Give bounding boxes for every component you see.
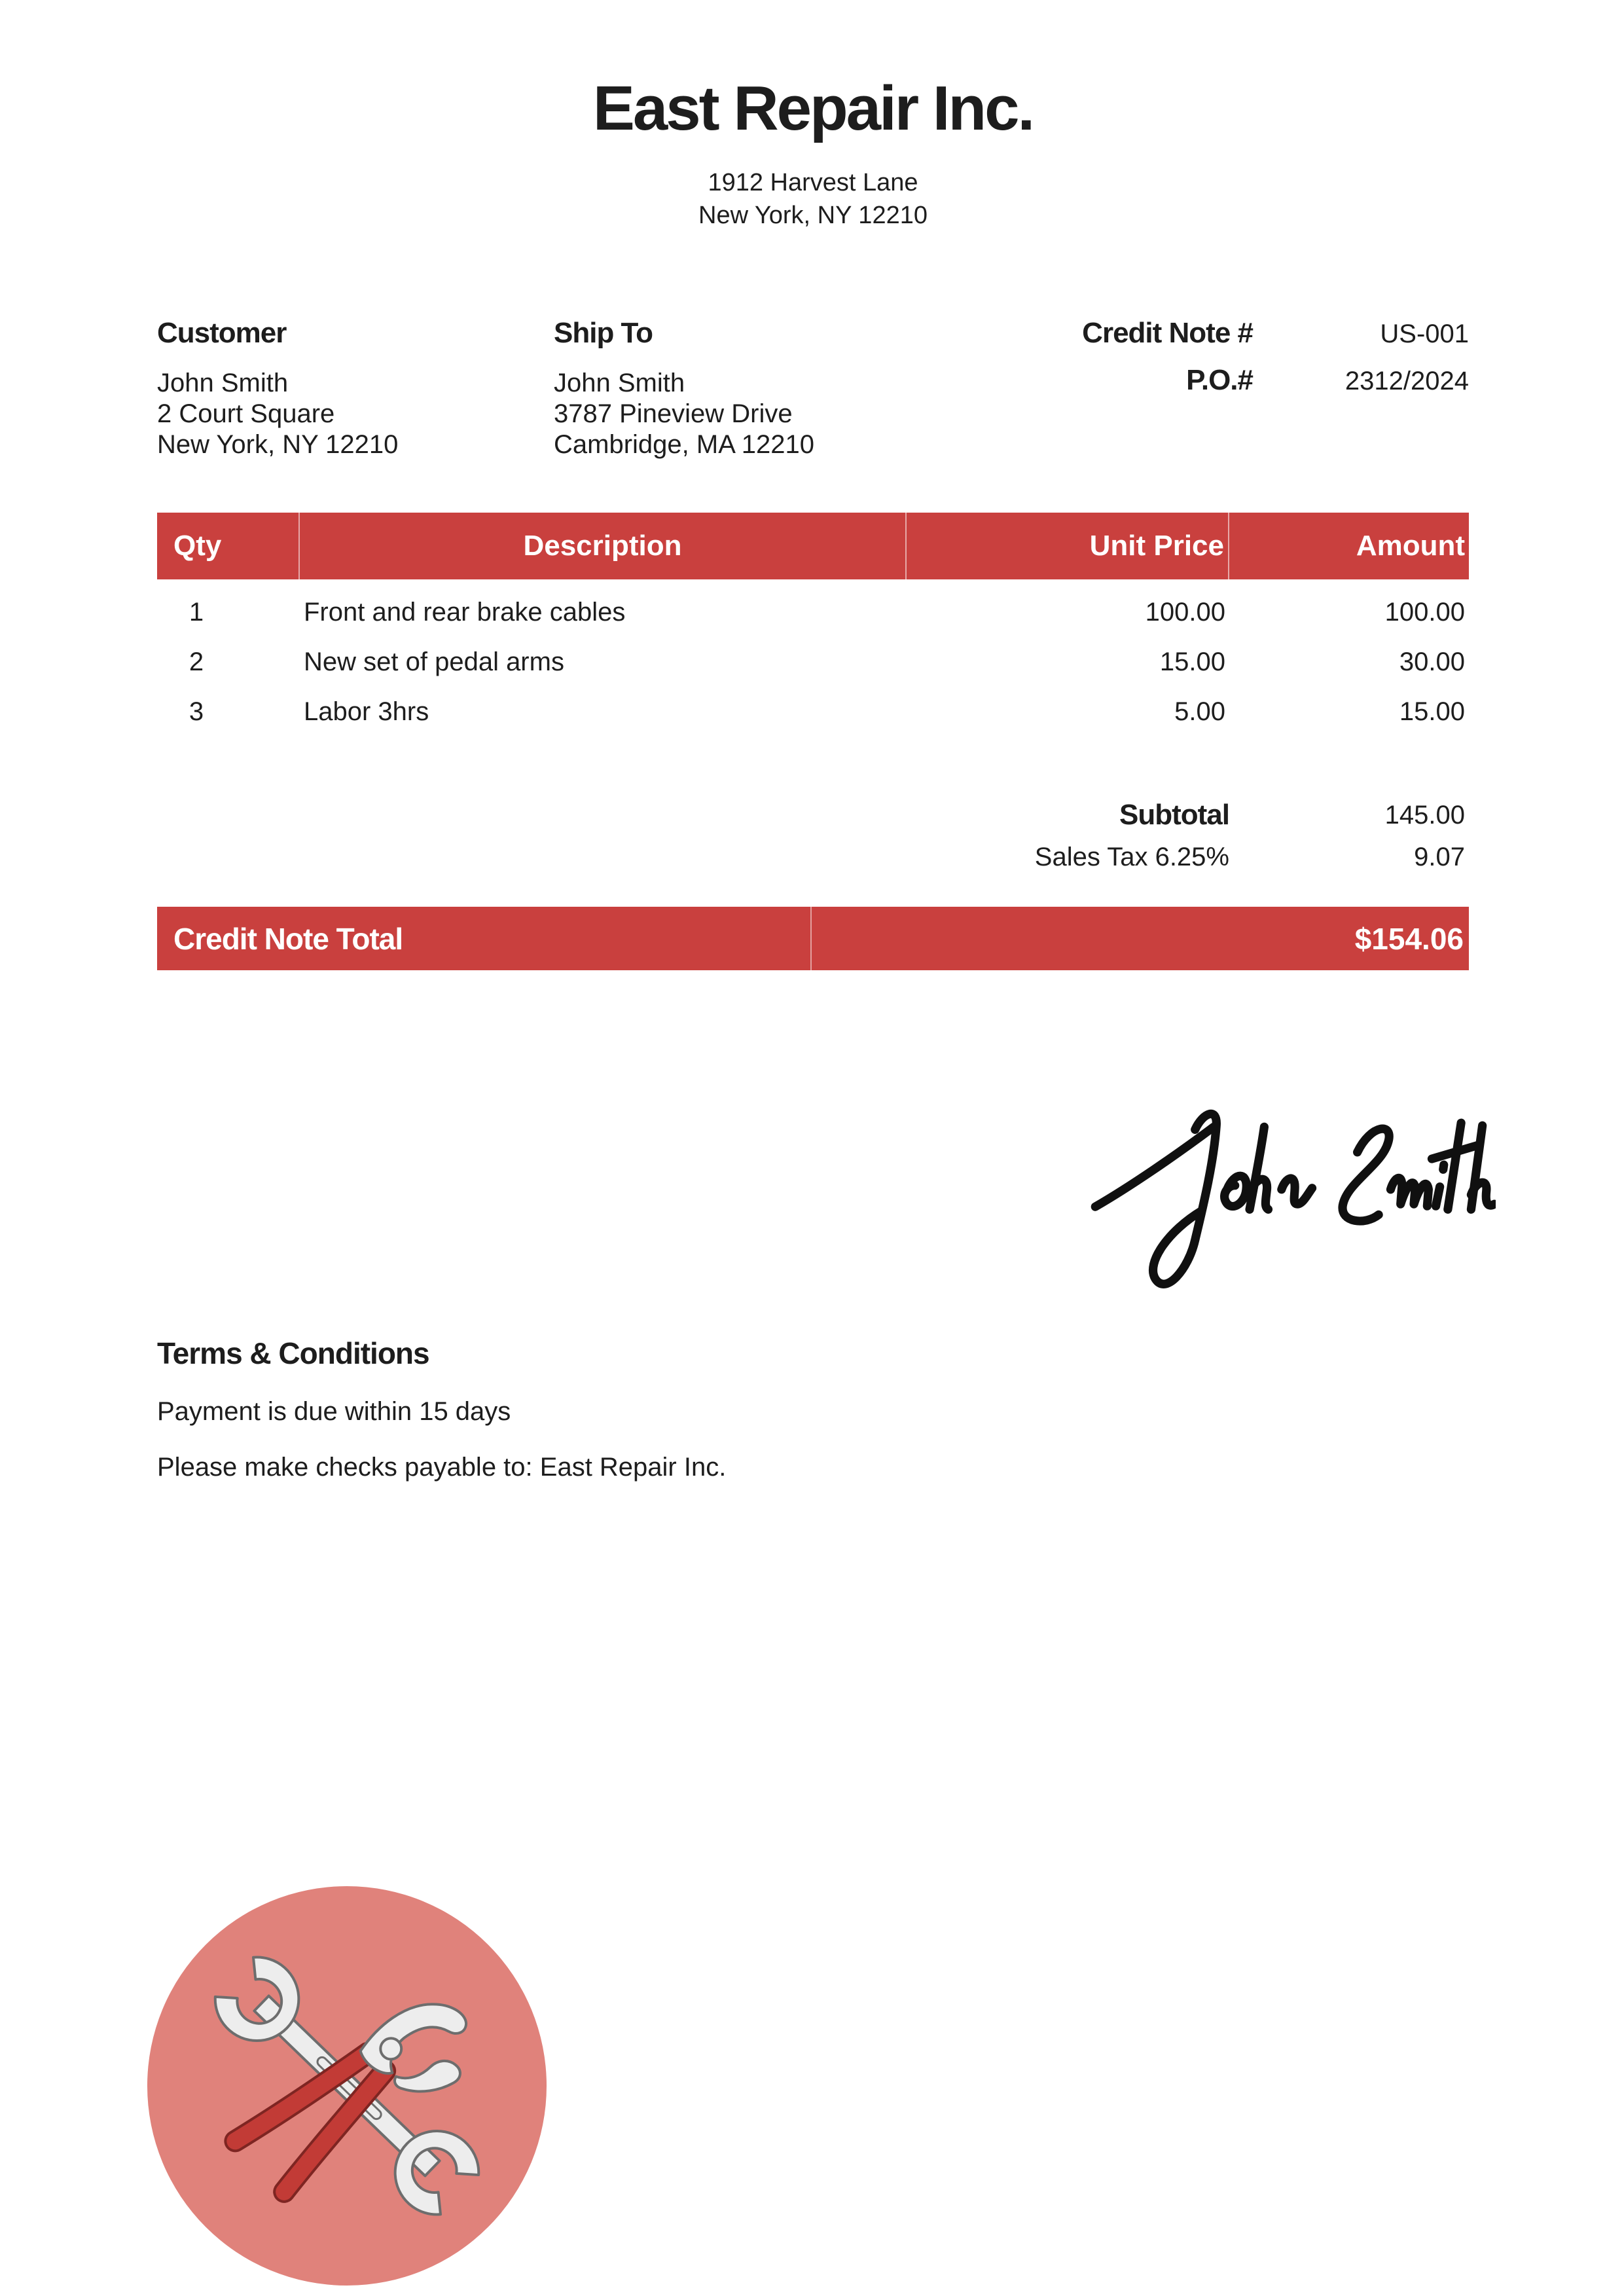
cell-amount: 30.00 [1399, 647, 1465, 676]
cell-unit-price: 15.00 [1159, 647, 1225, 676]
cell-amount: 100.00 [1384, 597, 1465, 627]
customer-name: John Smith [157, 369, 289, 397]
po-number-label: P.O.# [1186, 364, 1253, 396]
table-row [157, 637, 1469, 687]
customer-heading: Customer [157, 317, 287, 349]
ship-to-name: John Smith [554, 369, 685, 397]
customer-street: 2 Court Square [157, 399, 335, 428]
signature-icon [1083, 1087, 1496, 1309]
header-description: Description [300, 513, 907, 579]
totals-section [157, 794, 1469, 878]
customer-city: New York, NY 12210 [157, 430, 399, 459]
ship-to-block [554, 317, 1051, 460]
cell-qty: 1 [189, 597, 204, 627]
credit-note-number-label: Credit Note # [1082, 317, 1253, 349]
header-qty: Qty [157, 513, 300, 579]
terms-line-2: Please make checks payable to: East Repair Inc. [157, 1453, 727, 1482]
terms-section [157, 1336, 1469, 1482]
credit-note-number-value: US-001 [1380, 319, 1469, 348]
subtotal-value: 145.00 [1384, 800, 1465, 829]
po-number-value: 2312/2024 [1344, 367, 1469, 395]
table-row [157, 687, 1469, 737]
credit-note-number-row [1051, 317, 1469, 350]
table-row [157, 587, 1469, 637]
items-table [157, 513, 1469, 737]
company-logo [145, 1884, 549, 2288]
cell-unit-price: 100.00 [1145, 597, 1225, 627]
header-unit-price: Unit Price [907, 513, 1229, 579]
terms-heading: Terms & Conditions [157, 1336, 429, 1370]
credit-note-total-label: Credit Note Total [157, 907, 812, 970]
sales-tax-row [157, 836, 1469, 878]
items-table-header [157, 513, 1469, 579]
cell-amount: 15.00 [1399, 697, 1465, 726]
company-name: East Repair Inc. [592, 73, 1034, 143]
subtotal-label: Subtotal [1119, 799, 1229, 831]
customer-block [157, 317, 554, 460]
ship-to-street: 3787 Pineview Drive [554, 399, 793, 428]
items-body [157, 587, 1469, 737]
subtotal-row [157, 794, 1469, 836]
po-number-row [1051, 364, 1469, 397]
credit-note-total-value: $154.06 [1354, 921, 1464, 956]
cell-description: New set of pedal arms [304, 647, 564, 676]
credit-note-total-bar [157, 907, 1469, 970]
info-section [157, 317, 1469, 460]
terms-line-1: Payment is due within 15 days [157, 1397, 511, 1426]
sales-tax-label: Sales Tax 6.25% [1034, 842, 1229, 871]
sales-tax-value: 9.07 [1414, 842, 1465, 871]
company-address [157, 166, 1469, 232]
signature [1083, 1087, 1496, 1309]
company-address-line2: New York, NY 12210 [698, 202, 928, 229]
ship-to-heading: Ship To [554, 317, 653, 349]
cell-qty: 2 [189, 647, 204, 676]
cell-description: Front and rear brake cables [304, 597, 626, 627]
company-address-line1: 1912 Harvest Lane [708, 169, 918, 196]
cell-description: Labor 3hrs [304, 697, 429, 726]
cell-unit-price: 5.00 [1174, 697, 1225, 726]
ship-to-city: Cambridge, MA 12210 [554, 430, 815, 459]
cell-qty: 3 [189, 697, 204, 726]
header-amount: Amount [1356, 530, 1465, 562]
document-meta-block [1051, 317, 1469, 460]
